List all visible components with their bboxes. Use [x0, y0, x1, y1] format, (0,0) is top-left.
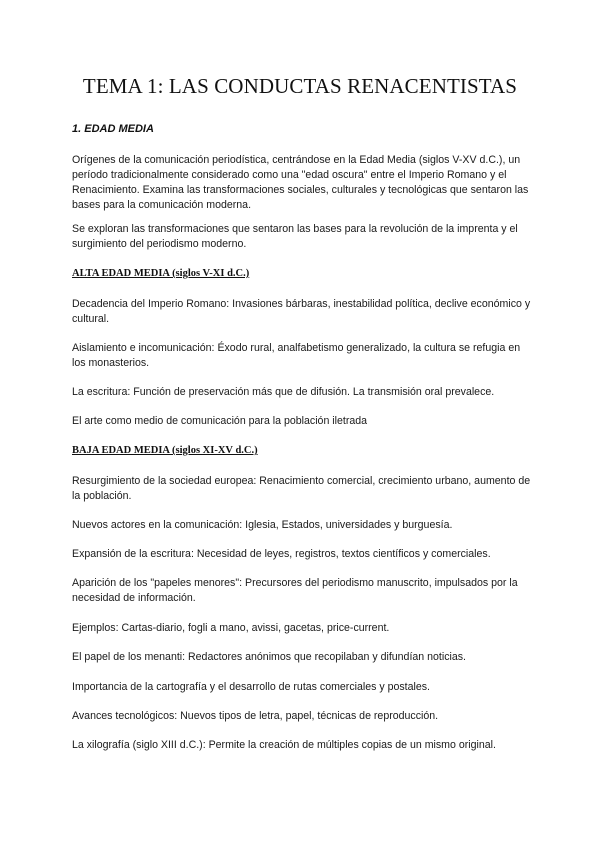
baja-edad-media-heading: BAJA EDAD MEDIA (siglos XI-XV d.C.) — [72, 445, 258, 456]
baja-paragraph: La xilografía (siglo XIII d.C.): Permite la creación de múltiples copias de un mismo original. — [72, 739, 496, 751]
baja-paragraph: Resurgimiento de la sociedad europea: Renacimiento comercial, crecimiento urbano, aumento de la población. — [72, 475, 531, 502]
section-heading: 1. EDAD MEDIA — [72, 123, 154, 135]
alta-edad-media-heading: ALTA EDAD MEDIA (siglos V-XI d.C.) — [72, 268, 250, 279]
baja-paragraph: Avances tecnológicos: Nuevos tipos de letra, papel, técnicas de reproducción. — [72, 710, 439, 722]
baja-paragraph: Expansión de la escritura: Necesidad de leyes, registros, textos científicos y comerciales. — [72, 548, 491, 560]
alta-paragraph: La escritura: Función de preservación más que de difusión. La transmisión oral prevalece. — [72, 386, 495, 398]
alta-paragraph: El arte como medio de comunicación para la población iletrada — [72, 415, 368, 427]
page-title: TEMA 1: LAS CONDUCTAS RENACENTISTAS — [82, 74, 518, 98]
intro-paragraph: Se exploran las transformaciones que sentaron las bases para la revolución de la imprenta y el surgimiento del periodismo moderno. — [72, 223, 518, 250]
intro-paragraph: Orígenes de la comunicación periodística, centrándose en la Edad Media (siglos V-XV d.C.), un período tradicionalmente considerado como una "edad oscura" entre el Imperio Romano y el Renacimiento. Examina las transformaciones sociales, culturales y tecnológicas que sentaron las bases para la comunicación moderna. — [72, 154, 529, 211]
alta-paragraph: Decadencia del Imperio Romano: Invasiones bárbaras, inestabilidad política, declive económico y cultural. — [72, 298, 531, 325]
baja-paragraph: Nuevos actores en la comunicación: Iglesia, Estados, universidades y burguesía. — [72, 519, 453, 531]
alta-paragraph: Aislamiento e incomunicación: Éxodo rural, analfabetismo generalizado, la cultura se refugia en los monasterios. — [72, 342, 521, 369]
baja-paragraph: Ejemplos: Cartas-diario, fogli a mano, avissi, gacetas, price-current. — [72, 622, 390, 634]
baja-paragraph: Aparición de los "papeles menores": Precursores del periodismo manuscrito, impulsados por la necesidad de información. — [72, 577, 518, 604]
baja-paragraph: El papel de los menanti: Redactores anónimos que recopilaban y difundían noticias. — [72, 651, 466, 663]
baja-paragraph: Importancia de la cartografía y el desarrollo de rutas comerciales y postales. — [72, 681, 431, 693]
